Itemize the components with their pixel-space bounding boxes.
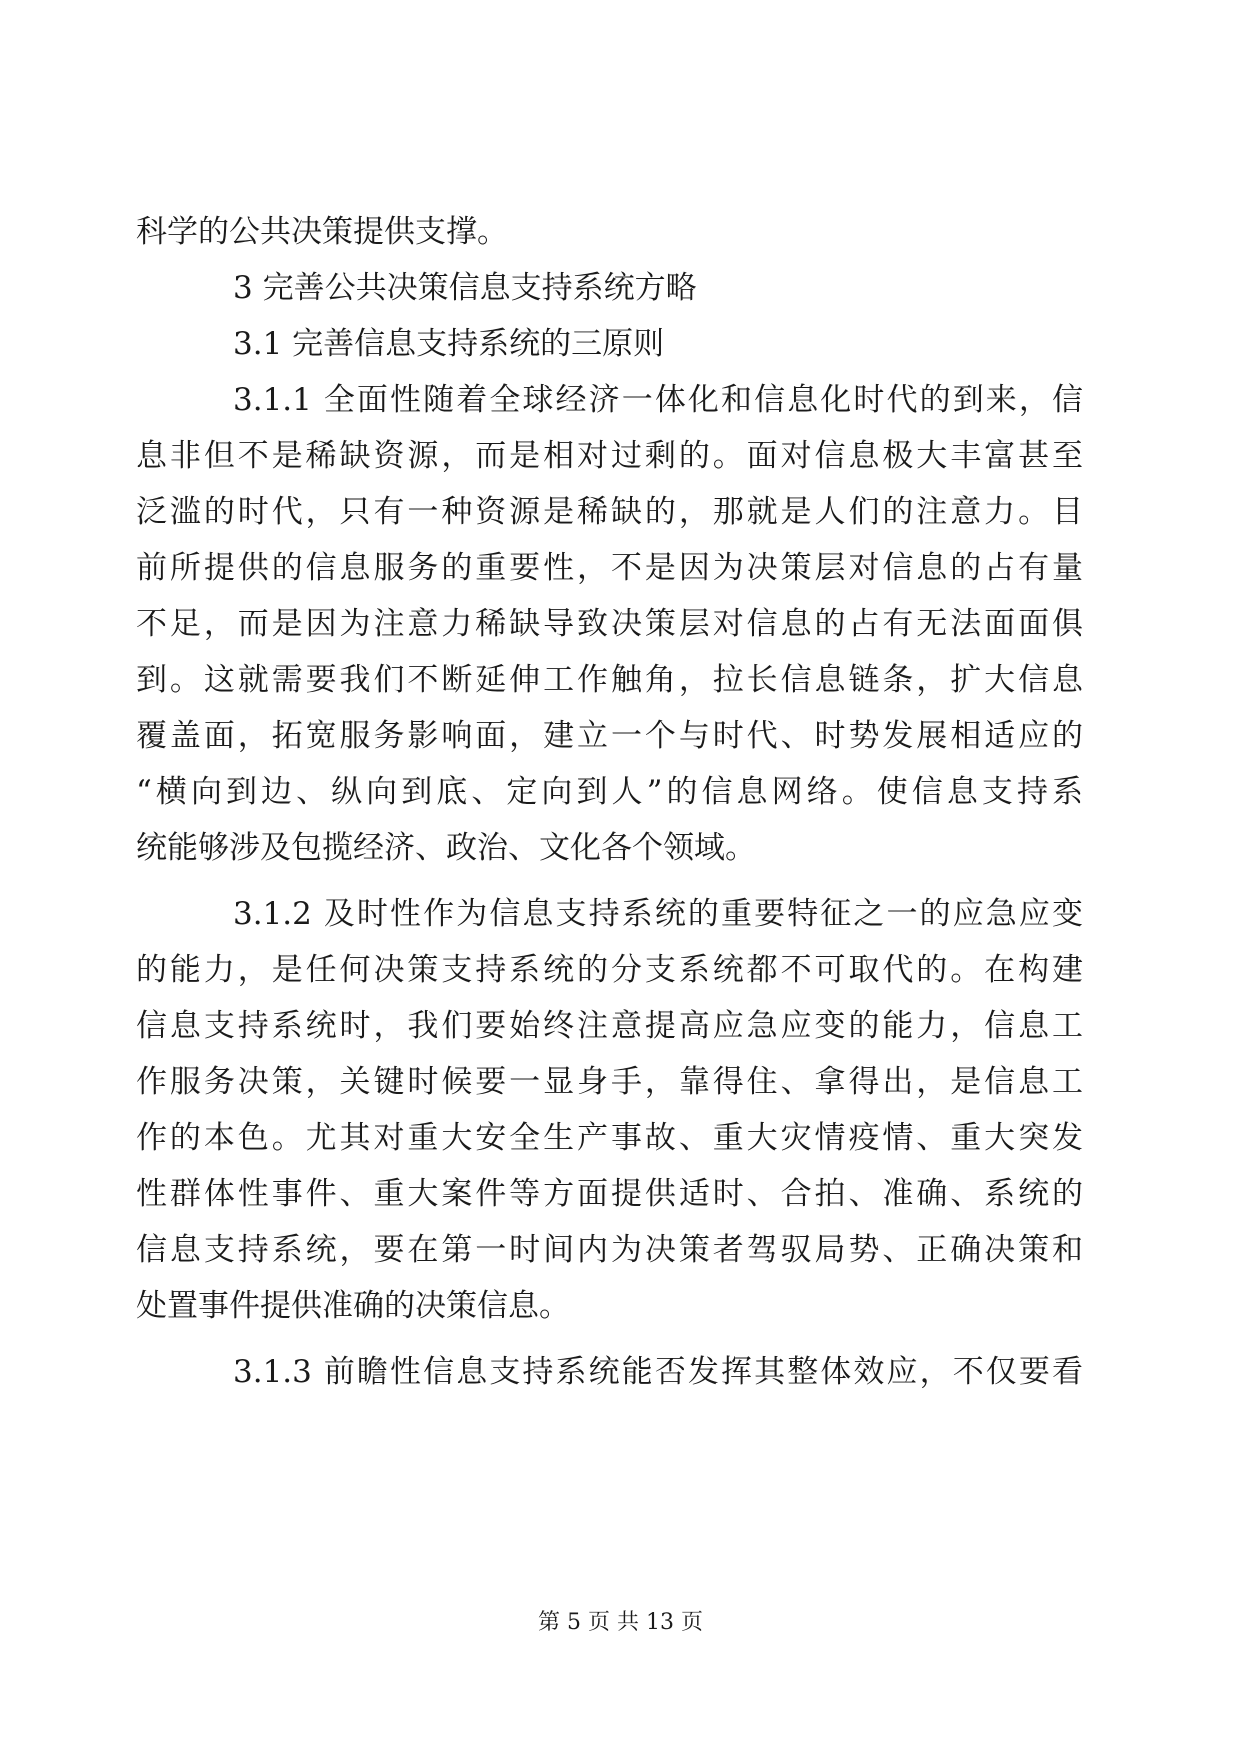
paragraph-3-1-1-line-2: 息非但不是稀缺资源，而是相对过剩的。面对信息极大丰富甚至 [136, 438, 1083, 474]
paragraph-3-1-3-line-1: 3.1.3 前瞻性信息支持系统能否发挥其整体效应，不仅要看 [233, 1354, 1083, 1390]
paragraph-3-1-1-line-4: 前所提供的信息服务的重要性，不是因为决策层对信息的占有量 [136, 550, 1083, 586]
page-footer: 第 5 页 共 13 页 [538, 1610, 703, 1635]
section-heading-3: 3 完善公共决策信息支持系统方略 [233, 270, 697, 306]
paragraph-3-1-2-line-1: 3.1.2 及时性作为信息支持系统的重要特征之一的应急应变 [233, 896, 1083, 932]
paragraph-3-1-1-line-3: 泛滥的时代，只有一种资源是稀缺的，那就是人们的注意力。目 [136, 494, 1083, 530]
paragraph-3-1-2-line-5: 作的本色。尤其对重大安全生产事故、重大灾情疫情、重大突发 [136, 1120, 1083, 1156]
paragraph-3-1-2-line-4: 作服务决策，关键时候要一显身手，靠得住、拿得出，是信息工 [136, 1064, 1083, 1100]
paragraph-3-1-2-line-6: 性群体性事件、重大案件等方面提供适时、合拍、准确、系统的 [136, 1176, 1083, 1212]
paragraph-3-1-2-line-2: 的能力，是任何决策支持系统的分支系统都不可取代的。在构建 [136, 952, 1083, 988]
paragraph-3-1-1-line-9: 统能够涉及包揽经济、政治、文化各个领域。 [136, 830, 756, 866]
paragraph-3-1-1-line-1: 3.1.1 全面性随着全球经济一体化和信息化时代的到来，信 [233, 382, 1083, 418]
paragraph-3-1-1-line-6: 到。这就需要我们不断延伸工作触角，拉长信息链条，扩大信息 [136, 662, 1083, 698]
text-line-1: 科学的公共决策提供支撑。 [136, 214, 508, 250]
section-heading-3-1: 3.1 完善信息支持系统的三原则 [233, 326, 665, 362]
paragraph-3-1-1-line-8: “横向到边、纵向到底、定向到人”的信息网络。使信息支持系 [136, 774, 1083, 810]
paragraph-3-1-1-line-7: 覆盖面，拓宽服务影响面，建立一个与时代、时势发展相适应的 [136, 718, 1083, 754]
paragraph-3-1-2-line-3: 信息支持系统时，我们要始终注意提高应急应变的能力，信息工 [136, 1008, 1083, 1044]
paragraph-3-1-2-line-7: 信息支持系统，要在第一时间内为决策者驾驭局势、正确决策和 [136, 1232, 1083, 1268]
paragraph-3-1-2-line-8: 处置事件提供准确的决策信息。 [136, 1288, 570, 1324]
paragraph-3-1-1-line-5: 不足，而是因为注意力稀缺导致决策层对信息的占有无法面面俱 [136, 606, 1083, 642]
